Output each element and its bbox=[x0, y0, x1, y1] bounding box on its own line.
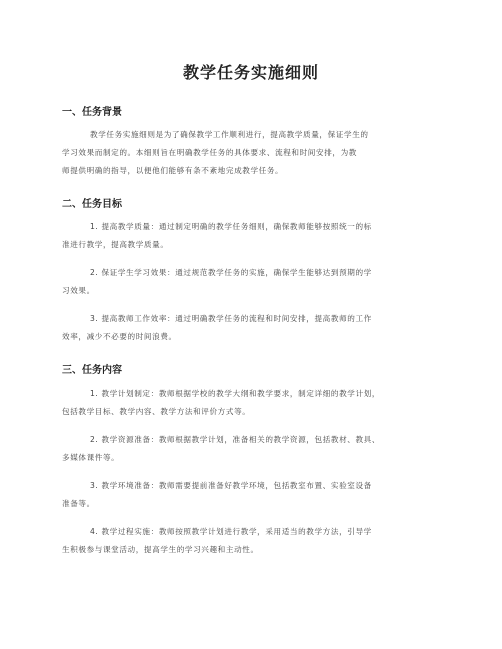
list-item-line: 准备等。 bbox=[62, 499, 95, 508]
list-item-line: 3. 提高教师工作效率：通过明确教学任务的流程和时间安排，提高教师的工作 bbox=[90, 314, 372, 323]
list-item-line: 多媒体课件等。 bbox=[62, 453, 120, 462]
section-heading-goals: 二、任务目标 bbox=[62, 199, 122, 210]
list-item-line: 2. 教学资源准备：教师根据教学计划，准备相关的教学资源，包括教材、教具、 bbox=[90, 435, 381, 444]
list-item-line: 4. 教学过程实施：教师按照教学计划进行教学，采用适当的教学方法，引导学 bbox=[90, 527, 372, 536]
list-item-line: 1. 提高教学质量：通过制定明确的教学任务细则，确保教师能够按照统一的标 bbox=[90, 222, 372, 231]
list-item-line: 准进行教学，提高教学质量。 bbox=[62, 240, 169, 249]
list-item-line: 2. 保证学生学习效果：通过规范教学任务的实施，确保学生能够达到预期的学 bbox=[90, 268, 372, 277]
paragraph-line: 师提供明确的指导，以便他们能够有条不紊地完成教学任务。 bbox=[62, 166, 284, 175]
list-item-line: 生积极参与课堂活动，提高学生的学习兴趣和主动性。 bbox=[62, 545, 259, 554]
list-item-line: 习效果。 bbox=[62, 286, 95, 295]
list-item-line: 1. 教学计划制定：教师根据学校的教学大纲和教学要求，制定详细的教学计划， bbox=[90, 389, 381, 398]
paragraph-line: 学习效果而制定的。本细则旨在明确教学任务的具体要求、流程和时间安排，为教 bbox=[62, 148, 357, 157]
list-item-line: 效率，减少不必要的时间浪费。 bbox=[62, 332, 177, 341]
list-item-line: 3. 教学环境准备：教师需要提前准备好教学环境，包括教室布置、实验室设备 bbox=[90, 481, 372, 490]
page-title: 教学任务实施细则 bbox=[182, 63, 319, 82]
list-item-line: 包括教学目标、教学内容、教学方法和评价方式等。 bbox=[62, 407, 251, 416]
paragraph-line: 教学任务实施细则是为了确保教学工作顺利进行，提高教学质量，保证学生的 bbox=[90, 130, 369, 139]
section-heading-background: 一、任务背景 bbox=[62, 107, 122, 118]
section-heading-content: 三、任务内容 bbox=[62, 365, 122, 376]
